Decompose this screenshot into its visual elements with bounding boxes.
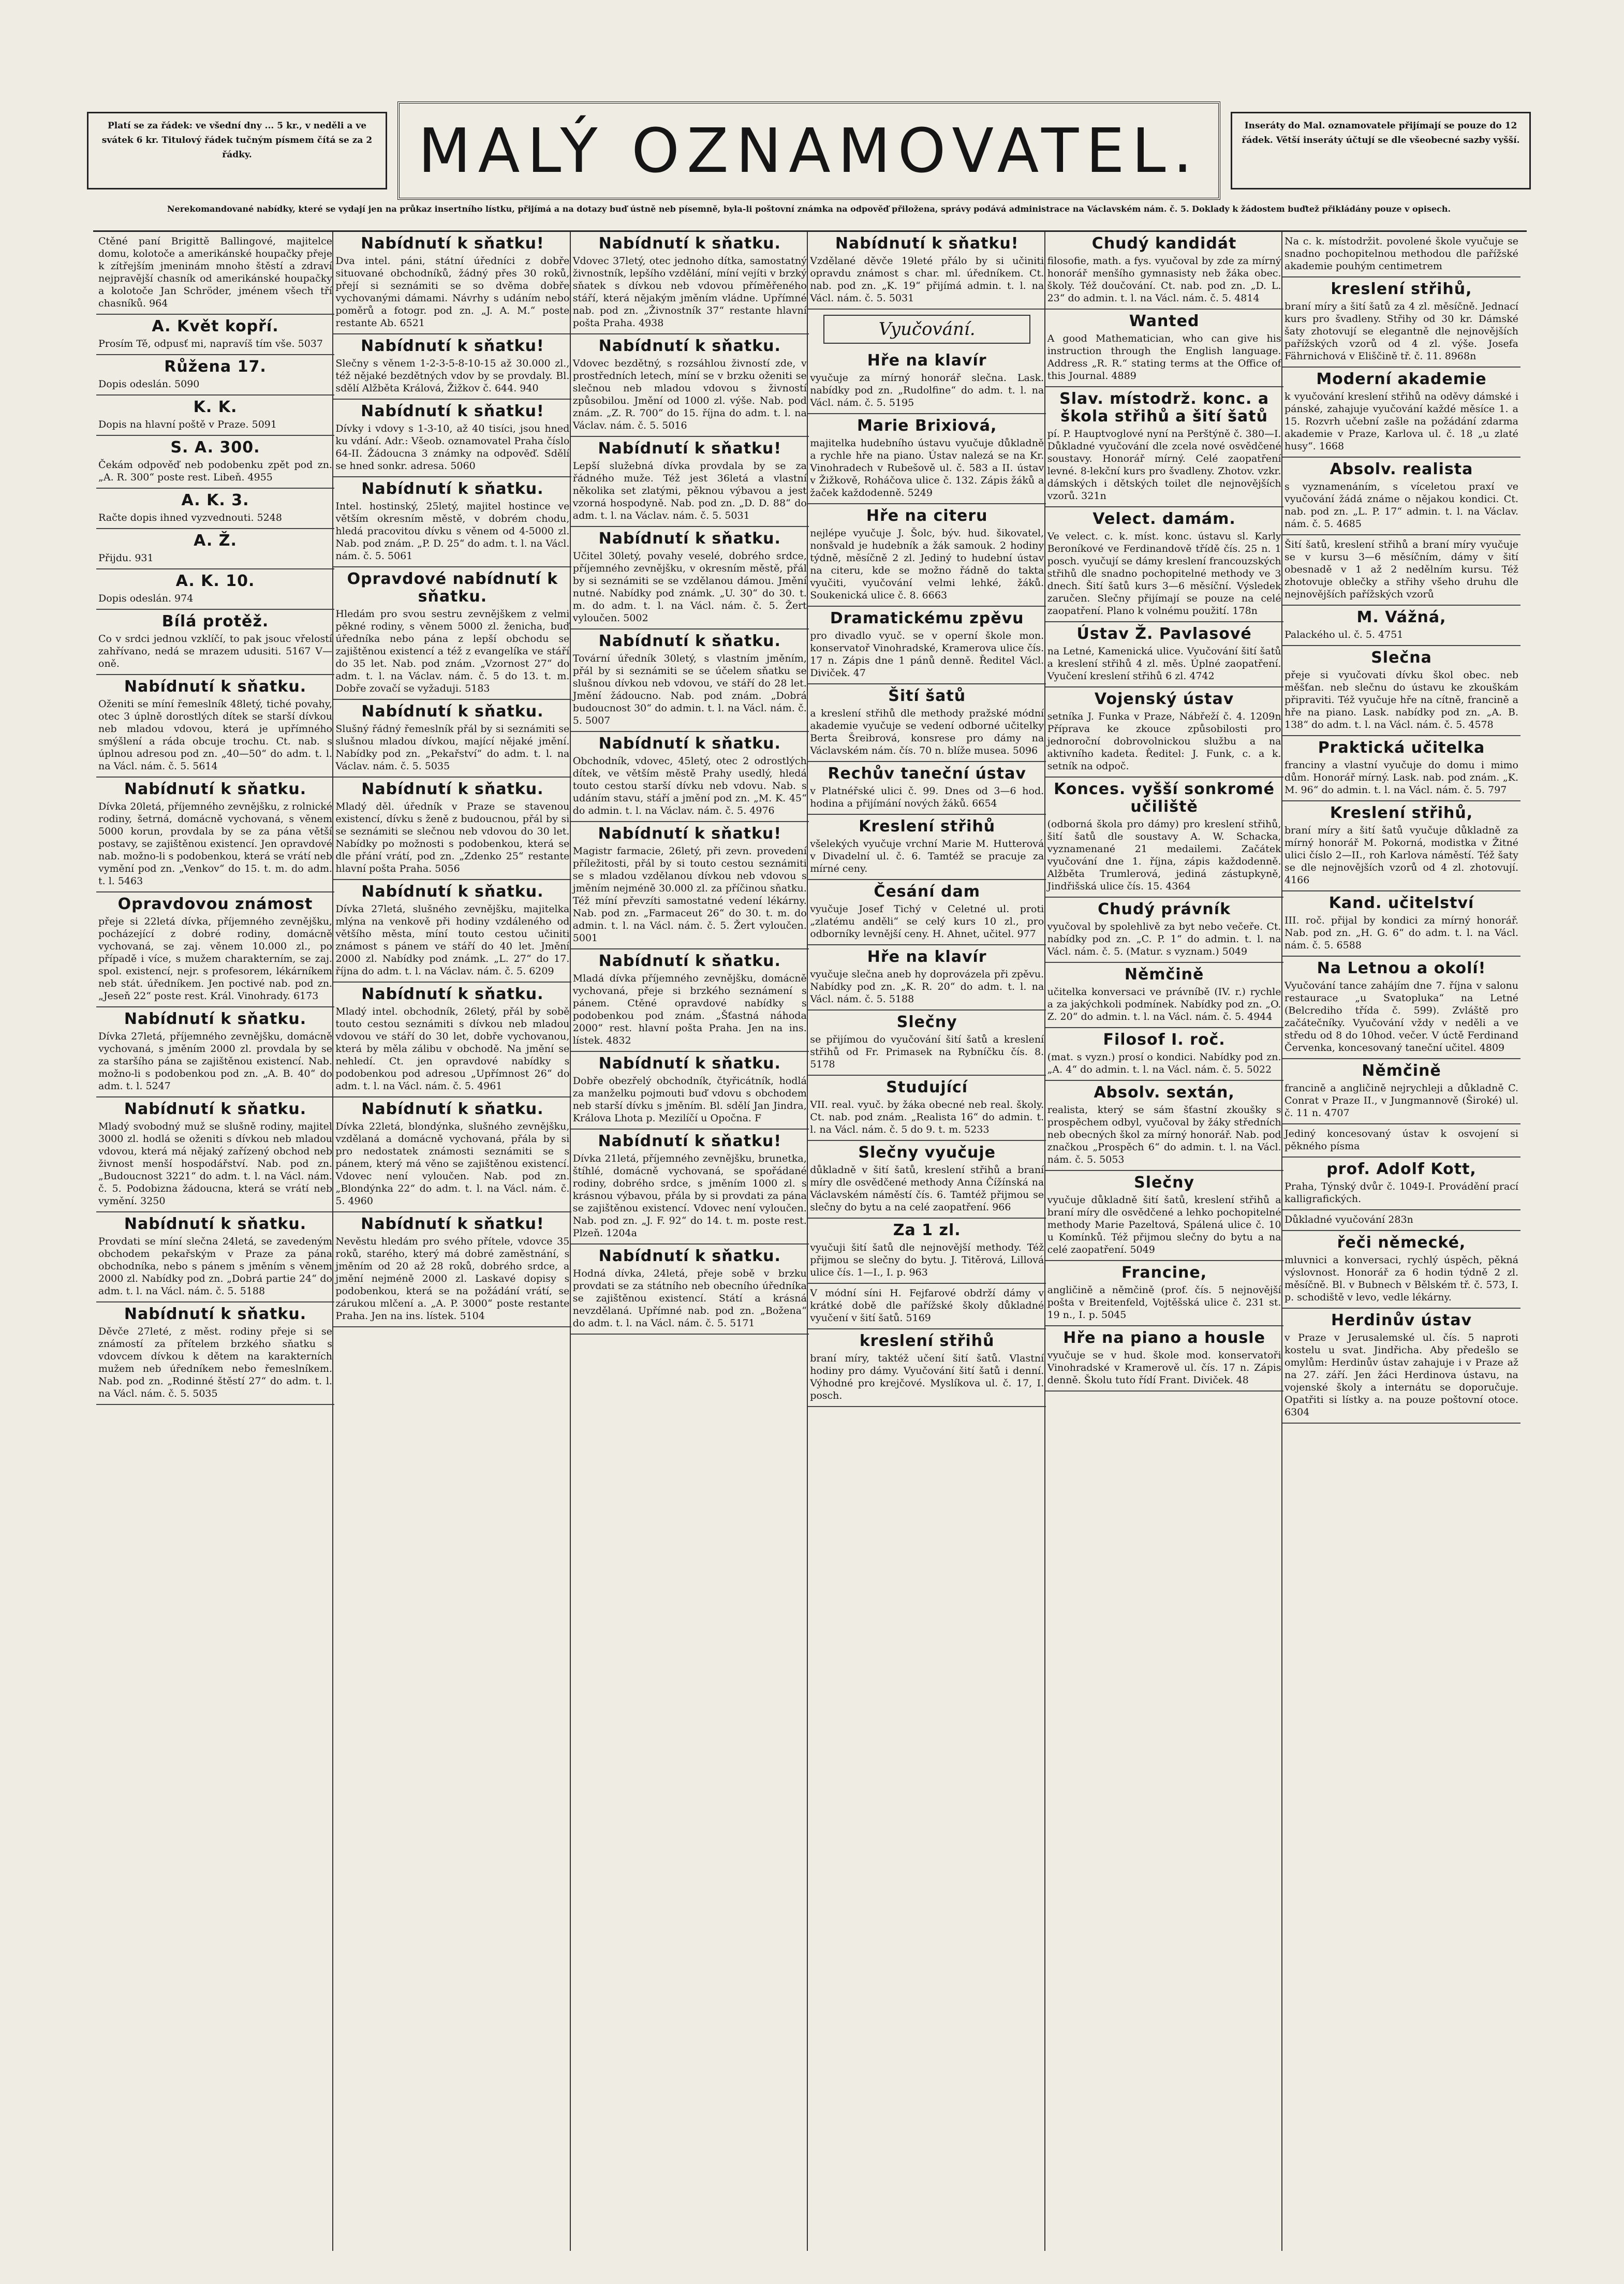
ad-heading: Slav. místodrž. konc. a škola střihů a šití šatů bbox=[1059, 390, 1269, 426]
column-separator bbox=[1044, 232, 1045, 2251]
ad-text: Oženiti se míní řemeslník 48letý, tiché povahy, otec 3 úplně dorostlých dítek se starší dívkou neb mladou vdovou, která je upřímného smýšlení a ráda obcuje trochu. Ct. nab. s úplnou adresou pod zn. „40—50“ do adm. t. l. na Václ. nám. č. 5. 5614 bbox=[98, 698, 332, 772]
ad-text: Dobře obezřelý obchodník, čtyřicátník, hodlá za manželku pojmouti buď vdovu s obchodem neb starší dívku s jměním. Bl. sdělí Jan Jindra, Králova Lhota p. Mezilíčí u Opočna. F bbox=[572, 1075, 807, 1124]
ad-heading: A. Květ kopří. bbox=[152, 317, 279, 335]
ad-column bbox=[1282, 232, 1520, 2251]
ad-heading: Růžena 17. bbox=[164, 358, 267, 376]
ad-heading: Nabídnutí k sňatku. bbox=[361, 702, 544, 721]
classified-ad bbox=[808, 607, 1046, 684]
ad-heading: Nabídnutí k sňatku. bbox=[124, 1100, 307, 1118]
ad-text: Hledám pro svou sestru zevnějškem z velmi pěkné rodiny, s věnem 5000 zl. ženicha, buď úředníka nebo pána z lepší obchodu se zajištěnou existencí a též z evangelíka ve stáří do 35 let. Nab. pod znám. „Vzornost 27“ do adm. t. l. na Václav. nám. č. 5 do 13. t. m. Dobře zovačí se vyžaduji. 5183 bbox=[335, 608, 570, 694]
ad-text: Dopis odeslán. 5090 bbox=[98, 378, 200, 390]
ad-text: Děvče 27leté, z měst. rodiny přeje si se známostí za přítelem brzkého sňatku s vdovcem dívkou k dětem na karakterních mužem neb úředníkem nebo řemeslníkem. Nab. pod zn. „Rodinné štěstí 27“ do adm. t. l. na Václ. nám. č. 5. 5035 bbox=[98, 1326, 332, 1399]
ad-heading: Filosof I. roč. bbox=[1103, 1031, 1226, 1049]
classified-ad bbox=[808, 1284, 1046, 1329]
rates-box-left: Platí se za řádek: ve všední dny ... 5 kr., v neděli a ve svátek 6 kr. Titulový řádek tučným písmem čítá se za 2 řádky. bbox=[87, 112, 387, 189]
classified-ad bbox=[1045, 232, 1283, 310]
classified-ad bbox=[1282, 368, 1520, 458]
classified-ad bbox=[96, 436, 334, 489]
ad-text: Dopis odeslán. 974 bbox=[98, 593, 194, 604]
classified-ad bbox=[1045, 898, 1283, 963]
ad-text: Dva intel. páni, státní úředníci z dobře situované obchodníků, žádný přes 30 roků, přejí si seznámiti se so dvěma dobře vychovanými dámami. Návrhy s udáním nebo poměrů a fotogr. pod zn. „J. A. M.“ poste restante Ab. 6521 bbox=[335, 255, 570, 329]
ad-text: vyučuje důkladně šití šatů, kreslení střihů a braní míry dle osvědčené a lehko pochopitelné methody Marie Pazeltová, Spálená ulice č. 10 u Komínků. Též přijmou slečny do bytu a na celé zaopatření. 5049 bbox=[1047, 1194, 1281, 1255]
ad-heading: Za 1 zl. bbox=[893, 1221, 961, 1239]
ad-heading: Dramatickému zpěvu bbox=[830, 609, 1024, 627]
classified-ad bbox=[1282, 1124, 1520, 1158]
ad-heading: Hře na piano a housle bbox=[1063, 1329, 1265, 1347]
ad-heading: Nabídnutí k sňatku. bbox=[598, 1247, 781, 1265]
administration-notice: Nerekomandované nabídky, které se vydají jen na průkaz insertního lístku, přijímá a na dotazy buď ústně neb písemně, byla-li poštovní známka na odpověď přiložena, správy podává administrace na Václavském nám. č. 5. Doklady k žádostem buďtež přikládány pouze v opisech. bbox=[167, 204, 1451, 214]
ad-text: vyučuje slečna aneb hy doprovázela při zpěvu. Nabídky pod zn. „K. R. 20“ do adm. t. l. na Václ. nám. č. 5. 5188 bbox=[810, 969, 1044, 1005]
ad-text: Dívka 22letá, blondýnka, slušného zevnějšku, vzdělaná a domácně vychovaná, přála by si pro nedostatek známosti seznámiti se s pánem, který má věno se zajištěnou existencí. Vdovec není vyloučen. Nab. pod zn. „Blondýnka 22“ do adm. t. l. na Václ. nám. č. 5. 4960 bbox=[335, 1121, 570, 1207]
ad-text: (odborná škola pro dámy) pro kreslení střihů, šití šatů dle soustavy A. W. Schacka, vyznamenané 21 medailemi. Začátek vyučování dne 1. října, zápis každodenně. Alžběta Trumlerová, jediná zástupkyně, Jindřišská ulice čís. 15. 4364 bbox=[1047, 818, 1281, 892]
classified-ad bbox=[1282, 606, 1520, 646]
classified-ad bbox=[96, 1302, 334, 1405]
classified-ad bbox=[96, 529, 334, 569]
classified-ad bbox=[96, 396, 334, 436]
ad-text: Provdati se míní slečna 24letá, se zavedeným obchodem pekařským v Praze za pána obchodníka, nebo s pánem s jměním s věnem 2000 zl. Nabídky pod zn. „Dobrá partie 24“ do adm. t. l. na Václ. nám. č. 5. 5188 bbox=[98, 1236, 332, 1297]
ad-text: mluvnici a konversaci, rychlý úspěch, pěkná výslovnost. Honorář za 6 hodin týdně 2 zl. měsíčně. Bl. v Bubnech v Bělském tř. č. 573, I. p. schodiště v levo, vedle lékárny. bbox=[1285, 1254, 1518, 1303]
classified-ad bbox=[96, 892, 334, 1007]
ad-heading: Bílá protěž. bbox=[161, 612, 269, 631]
rates-box-right: Inseráty do Mal. oznamovatele přijímají se pouze do 12 řádek. Větší inseráty účtují se dle všeobecné sazby vyšší. bbox=[1231, 112, 1531, 189]
ad-text: braní míry a šití šatů vyučuje důkladně za mírný honorář M. Pokorná, modistka v Žitné ulici číslo 2—II., roh Karlova náměstí. Též šaty se dle nejnovějších vzorů od 4 zl. zhotovují. 4166 bbox=[1285, 825, 1518, 886]
ad-text: přeje si 22letá dívka, příjemného zevnějšku, pocházející z dobré rodiny, domácně vychovaná, se zaj. věnem 10.000 zl., po případě i více, s mužem charakterním, se zaj. spol. existencí, nejr. s profesorem, lékárníkem neb stát. úředníkem. Jen poctivé nab. pod zn. „Jeseň 22“ poste rest. Král. Vinohrady. 6173 bbox=[98, 916, 332, 1002]
classified-ad bbox=[1045, 1171, 1283, 1261]
classified-ad bbox=[1045, 1261, 1283, 1326]
classified-ad bbox=[808, 815, 1046, 880]
classified-ad bbox=[96, 778, 334, 892]
ad-heading: Nabídnutí k sňatku! bbox=[361, 1215, 544, 1233]
classified-ad bbox=[808, 349, 1046, 414]
ad-text: Tovární úředník 30letý, s vlastním jměním, přál by si seznámiti se se účelem sňatku se slušnou dívkou neb vdovou, ve stáří do 28 let. Jmění žádoucno. Nab. pod znám. „Dobrá budoucnost 30“ do admin. t. l. na Václ. nám. č. 5. 5007 bbox=[572, 653, 807, 726]
ad-heading: M. Vážná, bbox=[1356, 608, 1446, 626]
ad-text: Slušný řádný řemeslník přál by si seznámiti se slušnou mladou dívkou, mající nějaké jmění. Nabídky pod zn. „Pekařství“ do adm. t. l. na Václav. nám. č. 5. 5035 bbox=[335, 723, 570, 772]
classified-ad bbox=[96, 569, 334, 610]
ad-text: Račte dopis ihned vyzvednouti. 5248 bbox=[98, 512, 282, 523]
ad-text: Prosím Tě, odpusť mi, napravíš tím vše. 5037 bbox=[98, 338, 323, 349]
classified-ad bbox=[333, 880, 571, 983]
ad-text: Dopis na hlavní poště v Praze. 5091 bbox=[98, 419, 277, 430]
ad-heading: Nabídnutí k sňatku! bbox=[361, 337, 544, 355]
ad-text: Hodná dívka, 24letá, přeje sobě v brzku provdati se za státního neb obecního úředníka se zajištěnou existencí. Státí a krásná nevzdělaná. Upřímné nab. pod zn. „Božena“ do adm. t. l. na Václ. nám. č. 5. 5171 bbox=[572, 1268, 807, 1329]
ad-text: Šití šatů, kreslení střihů a braní míry vyučuje se v kursu 3—6 měsíčním, dámy v šití obesnadě v 1 až 2 nedělním kursu. Též zhotovuje oblečky a střihy všeho druhu dle nejnovějších pařížských vzorů bbox=[1285, 539, 1518, 600]
ad-text: Slečny s věnem 1-2-3-5-8-10-15 až 30.000 zl., též nějaké bezdětných vdov by se provdaly. Bl. sdělí Alžběta Králová, Žižkov č. 644. 940 bbox=[335, 358, 570, 394]
ad-text: Nevěstu hledám pro svého přítele, vdovce 35 roků, starého, který má dobré zaměstnání, s jměním od 20 až 28 roků, dobrého srdce, a jmění nejméně 2000 zl. Laskavé dopisy s podobenkou, která se na požádání vrátí, se zárukou mlčení a. „A. P. 3000“ poste restante Praha. Jen na ins. lístek. 5104 bbox=[335, 1236, 570, 1322]
column-separator bbox=[570, 232, 571, 2251]
ad-heading: Nabídnutí k sňatku. bbox=[361, 985, 544, 1003]
ad-text: Dívka 21letá, příjemného zevnějšku, brunetka, štíhlé, domácně vychovaná, se spořádané rodiny, dobrého srdce, s jměním 1000 zl. s krásnou výbavou, přála by si provdati za pána se zajištěnou existencí. Vdovec není vyloučen. Nab. pod zn. „J. F. 92“ do 14. t. m. poste rest. Plzeň. 1204a bbox=[572, 1153, 807, 1239]
ad-text: a kreslení střihů dle methody pražské módní akademie vyučuje se vedení odborné učitelky Berta Šreibrová, konsrese pro dámy na Václavském nám. čís. 70 n. blíže musea. 5096 bbox=[810, 708, 1044, 756]
classified-ad bbox=[571, 629, 809, 732]
ad-text: III. roč. přijal by kondici za mírný honorář. Nab. pod zn. „H. G. 6“ do adm. t. l. na Václ. nám. č. 5. 6588 bbox=[1285, 915, 1518, 951]
classified-ad bbox=[571, 334, 809, 437]
ad-text: Mladý svobodný muž se slušně rodiny, majitel 3000 zl. hodlá se oženiti s dívkou neb mladou vdovou, která má nějaký zařízený obchod neb živnost menší hospodářství. Nab. pod zn. „Budoucnost 3221“ do adm. t. l. na Václ. nám. č. 5. Podobizna žádoucna, která se vrátí neb vymění. 3250 bbox=[98, 1121, 332, 1207]
ad-heading: Ústav Ž. Pavlasové bbox=[1076, 625, 1252, 643]
ad-heading: A. K. 3. bbox=[181, 491, 249, 509]
ad-heading: K. K. bbox=[193, 398, 238, 416]
ad-heading: Nabídnutí k sňatku. bbox=[361, 883, 544, 901]
ad-text: Vdovec 37letý, otec jednoho dítka, samostatný živnostník, lepšího vzdělání, míní vejíti v brzký sňatek s dívkou neb vdovou příměřeného stáří, která nějakým jměním vládne. Upřímné nab. pod zn. „Živnostník 37“ restante hlavní pošta Praha. 4938 bbox=[572, 255, 807, 329]
ad-heading: Nabídnutí k sňatku. bbox=[124, 678, 307, 696]
column-separator bbox=[807, 232, 808, 2251]
classified-ad bbox=[1282, 1210, 1520, 1231]
ad-text: Důkladné vyučování 283n bbox=[1285, 1214, 1413, 1225]
ad-text: Jediný koncesovaný ústav k osvojení si pěkného písma bbox=[1285, 1128, 1518, 1152]
classified-ad bbox=[808, 1011, 1046, 1076]
ad-heading: Kreslení střihů, bbox=[1330, 804, 1473, 822]
classified-ad bbox=[808, 762, 1046, 815]
classified-ad bbox=[1045, 778, 1283, 898]
ad-heading: řeči německé, bbox=[1337, 1234, 1466, 1252]
ad-heading: Nabídnutí k sňatku. bbox=[361, 1100, 544, 1118]
classified-ad bbox=[808, 945, 1046, 1011]
ad-text: Praha, Týnský dvůr č. 1049-I. Provádění prací kalligrafických. bbox=[1285, 1181, 1518, 1205]
ad-heading: Nabídnutí k sňatku. bbox=[598, 530, 781, 548]
ad-text: k vyučování kreslení střihů na oděvy dámské i pánské, zahajuje vyučování každé měsíce 1. a 15. Rozvrh učební zašle na požádání zdarma akademie v Praze, Karlova ul. č. 18 „u zlaté husy“. 1668 bbox=[1285, 391, 1518, 452]
ad-text: nejlépe vyučuje J. Šolc, býv. hud. šikovatel, nonšvald je hudebník a žák samouk. 2 hodiny týdně, měsíčně 2 zl. Jediný to hudební ústav na citeru, kde se možno řádně do takta vyučiti, vyučování velmi lehké, žáků. Soukenická ulice č. 8. 6663 bbox=[810, 528, 1044, 601]
ad-heading: Nabídnutí k sňatku! bbox=[361, 402, 544, 420]
ad-text: důkladně v šití šatů, kreslení střihů a braní míry dle osvědčené methody Anna Čížínská na Václavském náměstí čís. 6. Tamtéž přijmou se slečny do bytu a na celé zaopatření. 966 bbox=[810, 1164, 1044, 1213]
ad-heading: prof. Adolf Kott, bbox=[1326, 1160, 1477, 1178]
ad-text: Mladý intel. obchodník, 26letý, přál by sobě touto cestou seznámiti s dívkou neb mladou vdovou ve stáří do 30 let, dobře vychovanou, která by měla zálibu v obchodě. Na jmění se nehledí. Ct. jen opravdové nabídky s podobenkou pod adresou „Upřímnost 26“ do adm. t. l. na Václ. nám. č. 5. 4961 bbox=[335, 1006, 570, 1092]
classified-ad bbox=[808, 232, 1046, 310]
ad-heading: Marie Brixiová, bbox=[857, 417, 997, 435]
ad-heading: Šití šatů bbox=[888, 687, 966, 705]
ad-text: Vdovec bezdětný, s rozsáhlou živností zde, v prostředních letech, míní se v brzku oženiti se slečnou neb mladou vdovou s živností způsobilou. Jmění od 1000 zl. výše. Nab. pod znám. „Z. R. 700“ do 15. října do adm. t. l. na Václav. nám. č. 5. 5016 bbox=[572, 358, 807, 431]
classified-ad bbox=[571, 732, 809, 822]
ad-heading: Nabídnutí k sňatku. bbox=[124, 1010, 307, 1028]
ad-text: Dívka 20letá, příjemného zevnějšku, z rolnické rodiny, šetrná, domácně vychovaná, s věnem 5000 korun, provdala by se za pána větší postavy, se zajištěnou existencí. Jen opravdové nab. možno-li s podobenkou, která se vrátí neb vymění pod zn. „Venkov“ do 15. t. m. do adm. t. l. 5463 bbox=[98, 801, 332, 887]
classified-ad bbox=[571, 232, 809, 334]
ad-heading: Nabídnutí k sňatku. bbox=[598, 337, 781, 355]
classified-ad bbox=[333, 983, 571, 1097]
ad-heading: Chudý právník bbox=[1098, 900, 1231, 918]
section-heading: Vyučování. bbox=[823, 315, 1030, 344]
classified-ad bbox=[333, 1097, 571, 1212]
ad-text: realista, který se sám šťastní zkoušky s prospěchem odbyl, vyučoval by žáky středních neb obecných škol za mírný honorář. Nab. pod značkou „Prospěch 6“ do admin. t. l. na Václ. nám. č. 5. 5053 bbox=[1047, 1104, 1281, 1165]
classified-ad bbox=[96, 1097, 334, 1212]
classified-ad bbox=[333, 477, 571, 567]
ad-heading: Nabídnutí k sňatku. bbox=[361, 780, 544, 798]
ad-heading: Nabídnutí k sňatku. bbox=[598, 952, 781, 970]
ad-text: (mat. s vyzn.) prosí o kondici. Nabídky pod zn. „A. 4“ do admin. t. l. na Václ. nám. č. 5. 5022 bbox=[1047, 1051, 1281, 1075]
ad-text: braní míry, taktéž učení šití šatů. Vlastní hodiny pro dámy. Vyučování šití šatů i denní. Výhodné pro krejčové. Myslíkova ul. č. 17, I. posch. bbox=[810, 1353, 1044, 1401]
ad-text: všelekých vyučuje vrchní Marie M. Hutterová v Divadelní ul. č. 6. Tamtéž se pracuje za mírné ceny. bbox=[810, 838, 1044, 874]
ad-text: vyučuje se v hud. škole mod. konservatoři Vinohradské v Kramerově ul. čís. 17 n. Zápis denně. Školu tuto řídí Frant. Diviček. 48 bbox=[1047, 1350, 1281, 1386]
classified-ad bbox=[808, 1141, 1046, 1219]
column-separator bbox=[332, 232, 333, 2251]
classified-ad bbox=[96, 1212, 334, 1302]
classified-ad bbox=[1045, 1326, 1283, 1392]
classified-ad bbox=[1045, 507, 1283, 622]
ad-heading: kreslení střihů bbox=[859, 1332, 995, 1350]
ad-heading: Němčině bbox=[1124, 965, 1204, 984]
ad-heading: Hře na klavír bbox=[867, 352, 987, 370]
ad-heading: Česání dam bbox=[874, 883, 980, 901]
ad-text: vyučuje za mírný honorář slečna. Lask. nabídky pod zn. „Rudolfine“ do adm. t. l. na Václ. nám. č. 5. 5195 bbox=[810, 372, 1044, 408]
ad-text: vyučuji šití šatů dle nejnovější methody. Též přijmou se slečny do bytu. J. Titěrová, Lillová ulice čís. 1—I., I. p. 963 bbox=[810, 1242, 1044, 1278]
ad-heading: Nabídnutí k sňatku. bbox=[361, 480, 544, 498]
classified-ad bbox=[571, 1052, 809, 1130]
ad-heading: Francine, bbox=[1121, 1264, 1207, 1282]
ad-heading: Na Letnou a okolí! bbox=[1317, 959, 1486, 977]
ad-text: Ctěné paní Brigittě Ballingové, majitelce domu, kolotoče a amerikánské houpačky přeje k zítřejším jmeninám mnoho štěstí a zdraví nejpravější chasník od amerikánské houpačky a kolotoče Jan Schröder, jménem všech tří chasníků. 964 bbox=[98, 236, 332, 309]
ad-text: A good Mathematician, who can give his instruction through the English language. Address „R. R.“ stating terms at the Office of this Journal. 4889 bbox=[1047, 333, 1281, 382]
classified-ad bbox=[1045, 687, 1283, 778]
ad-heading: Chudý kandidát bbox=[1091, 235, 1237, 253]
classified-ad bbox=[1282, 277, 1520, 368]
ad-heading: Nabídnutí k sňatku. bbox=[598, 1055, 781, 1073]
ad-text: pro divadlo vyuč. se v operní škole mon. konservatoř Vinohradské, Kramerova ulice čís. 17 n. Zápis dne 1 pánů denně. Ředitel Václ. Diviček. 47 bbox=[810, 630, 1044, 679]
classified-ad bbox=[571, 1245, 809, 1335]
ad-heading: Slečny bbox=[1134, 1174, 1195, 1192]
ad-heading: Hře na citeru bbox=[866, 507, 988, 525]
classified-ad bbox=[96, 1007, 334, 1097]
ad-heading: Konces. vyšší sonkromé učiliště bbox=[1054, 780, 1275, 816]
ad-heading: Herdinův ústav bbox=[1331, 1311, 1472, 1329]
ad-heading: Nabídnutí k sňatku. bbox=[124, 780, 307, 798]
ad-text: VII. real. vyuč. by žáka obecné neb real. školy. Ct. nab. pod znám. „Realista 16“ do admin. t. l. na Václ. nám. č. 5 do 9. t. m. 5233 bbox=[810, 1099, 1044, 1135]
ad-heading: Rechův taneční ústav bbox=[828, 765, 1026, 783]
ad-heading: Kreslení střihů bbox=[859, 817, 996, 836]
ad-text: Přijdu. 931 bbox=[98, 552, 154, 564]
ad-heading: Vojenský ústav bbox=[1094, 690, 1234, 708]
ad-text: angličině a němčině (prof. čís. 5 nejnovější pošta v Breitenfeld, Vojtěšská ulice č. 231 st. 19 n., I. p. 5045 bbox=[1047, 1284, 1281, 1321]
classified-ad bbox=[1282, 232, 1520, 277]
ad-heading: Studující bbox=[886, 1078, 968, 1096]
classified-ad bbox=[96, 675, 334, 778]
classified-ad bbox=[808, 414, 1046, 504]
ad-heading: Kand. učitelství bbox=[1328, 894, 1474, 912]
ad-heading: Absolv. realista bbox=[1330, 460, 1473, 478]
classified-ad bbox=[333, 1212, 571, 1327]
ad-text: Ve velect. c. k. míst. konc. ústavu sl. Karly Beroníkové ve Ferdinandově třídě čís. 25 n. 1 posch. vyučují se dámy kreslení francouzských střihů dle snadno pochopitelné methody ve 3 dnech. Šití šatů kurs 3—6 měsíční. Výsledek zaručen. Slečny přijímají se pouze na celé zaopatření. Plano k volnému použití. 178n bbox=[1047, 531, 1281, 617]
ad-heading: Nabídnutí k sňatku. bbox=[598, 632, 781, 650]
ad-heading: Wanted bbox=[1129, 312, 1200, 330]
ad-text: se přijímou do vyučování šití šatů a kreslení střihů od Fr. Primasek na Rybníčku čís. 8. 5178 bbox=[810, 1034, 1044, 1070]
ad-text: Učitel 30letý, povahy veselé, dobrého srdce, příjemného zevnějšku, v okresním městě, přál by si seznámiti se se vzdělanou dámou. Jmění nutné. Nabídky pod známk. „U. 30“ do 30. t. m. do adm. t. l. na Václ. nám. č. 5. Žert vyloučen. 5002 bbox=[572, 550, 807, 624]
classified-ad bbox=[571, 822, 809, 949]
classified-ad bbox=[1282, 736, 1520, 801]
ad-text: V módní síni H. Fejfarové obdrží dámy v krátké době dle pařížské školy důkladné vyučení v šití šatů. 5169 bbox=[810, 1287, 1044, 1324]
classified-ad bbox=[571, 1130, 809, 1245]
classified-ad bbox=[96, 232, 334, 315]
ad-text: Vyučování tance zahájím dne 7. října v salonu restaurace „u Svatopluka“ na Letné (Belcrediho třída č. 599). Zvláště pro začátečníky. Vyučování vždy v neděli a ve středu od 8 do 10hod. večer. V úctě Ferdinand Červenka, koncesovaný taneční učitel. 4809 bbox=[1285, 980, 1518, 1053]
classified-ad bbox=[1282, 1158, 1520, 1210]
classified-ad bbox=[333, 700, 571, 778]
ad-text: učitelka konversaci ve právníbě (IV. r.) rychle a za jakýchkoli podmínek. Nabídky pod zn. „O. Z. 20“ do admin. t. l. na Václ. nám. č. 5. 4944 bbox=[1047, 986, 1281, 1022]
ad-text: braní míry a šití šatů za 4 zl. měsíčně. Jednací kurs pro švadleny. Střihy od 30 kr. Dámské šaty zhotovují se elegantně dle nejnovějších pařížských vzorů od 4 zl. výše. Josefa Fährnichová v Eliščině tř. č. 11. 8968n bbox=[1285, 301, 1518, 362]
masthead bbox=[87, 101, 1531, 200]
ad-heading: S. A. 300. bbox=[170, 438, 260, 457]
ad-column bbox=[96, 232, 334, 2251]
classified-ad bbox=[1282, 1231, 1520, 1309]
ad-heading: Slečny bbox=[896, 1013, 957, 1031]
ad-heading: Nabídnutí k sňatku. bbox=[598, 735, 781, 753]
ad-heading: Slečna bbox=[1371, 649, 1432, 667]
ad-text: majitelka hudebního ústavu vyučuje důkladně a rychle hře na piano. Ústav nalezá se na Kr. Vinohradech v Rubešově ul. č. 583 a II. ústav v Žižkově, Roháčova ulice č. 132. Zápis žáků a žaček každodenně. 5249 bbox=[810, 437, 1044, 499]
ad-heading: Slečny vyučuje bbox=[858, 1144, 996, 1162]
ad-text: Čekám odpověď neb podobenku zpět pod zn. „A. R. 300“ poste rest. Libeň. 4955 bbox=[98, 459, 332, 483]
ad-text: Obchodník, vdovec, 45letý, otec 2 odrostlých dítek, ve větším městě Prahy usedlý, hledá touto cestou starší dívku neb vdovu. Nab. s udáním stavu, stáří a jmění pod zn. „M. K. 45“ do admin. t. l. na Václav. nám. č. 5. 4976 bbox=[572, 755, 807, 816]
ad-heading: Velect. damám. bbox=[1092, 510, 1236, 528]
classified-ad bbox=[96, 489, 334, 529]
ad-text: Magistr farmacie, 26letý, při zevn. provedení příležitosti, přál by si touto cestou seznámiti se s mladou vzdělanou dívkou neb vdovou s jměním nejméně 30.000 zl. za příčinou sňatku. Též míní převzíti samostatné vedení lékárny. Nab. pod zn. „Farmaceut 26“ do 30. t. m. do admin. t. l. na Václ. nám. č. 5. Žert vyloučen. 5001 bbox=[572, 845, 807, 944]
classified-ad bbox=[571, 949, 809, 1052]
ad-column bbox=[333, 232, 571, 2251]
ad-text: Lepší služebná dívka provdala by se za řádného muže. Též jest 36letá a vlastní několika set zlatými, pěknou výbavou a jest vzorná hospodyně. Nab. pod zn. „D. D. 88“ do adm. t. l. na Václav. nám. č. 5. 5031 bbox=[572, 460, 807, 521]
classified-ad bbox=[1282, 535, 1520, 606]
classified-ad bbox=[333, 232, 571, 334]
ad-heading: A. Ž. bbox=[194, 532, 237, 550]
ad-heading: Absolv. sextán, bbox=[1094, 1084, 1235, 1102]
classified-ad bbox=[1282, 891, 1520, 957]
classified-ad bbox=[808, 504, 1046, 607]
classified-ad bbox=[333, 778, 571, 880]
ad-text: vyučuje Josef Tichý v Celetné ul. proti „zlatému anděli“ se celý kurs 10 zl., pro odborníky levnější ceny. H. Ahnet, učitel. 977 bbox=[810, 903, 1044, 940]
classified-ad bbox=[333, 567, 571, 700]
ad-text: Na c. k. místodržit. povolené škole vyučuje se snadno pochopitelnou methodou dle pařížské akademie pouhým centimetrem bbox=[1285, 236, 1518, 272]
ad-text: v Platnéřské ulici č. 99. Dnes od 3—6 hod. hodina a přijímání nových žáků. 6654 bbox=[810, 785, 1044, 809]
ad-heading: Opravdovou známost bbox=[117, 895, 313, 913]
classified-ad bbox=[808, 1219, 1046, 1284]
classified-ad bbox=[1045, 387, 1283, 507]
ad-heading: kreslení střihů, bbox=[1331, 280, 1472, 298]
ad-heading: Nabídnutí k sňatku. bbox=[124, 1305, 307, 1323]
ad-text: Vzdělané děvče 19leté přálo by si učiniti opravdu známost s char. ml. úředníkem. Ct. nab. pod zn. „K. 19“ přijímá admin. t. l. na Václ. nám. č. 5. 5031 bbox=[810, 255, 1044, 304]
ad-text: Dívka 27letá, příjemného zevnějšku, domácně vychovaná, s jměním 2000 zl. provdala by se za staršího pána se zajištěnou existencí. Nab. možno-li s podobenkou pod zn. „A. B. 40“ do adm. t. l. 5247 bbox=[98, 1031, 332, 1092]
classified-ad bbox=[808, 1329, 1046, 1407]
ad-text: Palackého ul. č. 5. 4751 bbox=[1285, 629, 1404, 640]
ad-heading: A. K. 10. bbox=[175, 572, 255, 590]
ad-column bbox=[571, 232, 809, 2251]
classified-ad bbox=[333, 400, 571, 477]
ad-text: Dívky i vdovy s 1-3-10, až 40 tisíci, jsou hned ku vdání. Adr.: Všeob. oznamovatel Praha číslo 64-II. Žádoucna 3 známky na odpověď. Sdělí se hned sonkr. adresa. 5060 bbox=[335, 423, 570, 472]
classified-ad bbox=[1282, 801, 1520, 891]
ad-heading: Nabídnutí k sňatku! bbox=[598, 825, 782, 843]
ad-heading: Nabídnutí k sňatku! bbox=[598, 440, 782, 458]
classified-ad bbox=[1045, 963, 1283, 1028]
ad-text: Intel. hostinský, 25letý, majitel hostince ve větším okresním městě, v dobrém chodu, hledá pracovitou dívku s věnem od 4-5000 zl. Nab. pod znám. „P. D. 25“ do adm. t. l. na Václ. nám. č. 5. 5061 bbox=[335, 501, 570, 562]
classified-ad bbox=[1282, 1309, 1520, 1424]
classified-ad bbox=[1282, 1059, 1520, 1124]
classified-ad bbox=[96, 355, 334, 396]
classified-ad bbox=[1045, 310, 1283, 387]
ad-text: v Praze v Jerusalemské ul. čís. 5 naproti kostelu u svat. Jindřicha. Aby předešlo se omylům: Herdinův ústav zahajuje i v Praze až na 27. září. Jen žáci Herdinova ústavu, na vojenské školy a internátu se doporučuje. Opatřiti si lístky a. na pouze poštovní otoce. 6304 bbox=[1285, 1332, 1518, 1418]
ad-text: francině a angličině nejrychleji a důkladně C. Conrat v Praze II., v Jungmannově (Široké) ul. č. 11 n. 4707 bbox=[1285, 1082, 1518, 1119]
ad-text: Dívka 27letá, slušného zevnějšku, majitelka mlýna na venkově při hodiny vzdáleného od většího města, míní touto cestou učiniti známost s pánem ve stáří do 40 let. Jmění 2000 zl. Nabídky pod známk. „L. 27“ do 17. října do adm. t. l. na Václav. nám. č. 5. 6209 bbox=[335, 903, 570, 977]
ad-heading: Opravdové nabídnutí k sňatku. bbox=[347, 570, 558, 606]
ad-heading: Nabídnutí k sňatku. bbox=[124, 1215, 307, 1233]
ad-text: pí. P. Hauptvoglové nyní na Perštýně č. 380—I. Důkladné vyučování dle zcela nové osvědčené soustavy. Honorář mírný. Celé zaopatření levné. 8-lekční kurs pro švadleny. Zhotov. vzkr. dámských i dětských toilet dle nejnovějších vzorů. 321n bbox=[1047, 428, 1281, 502]
classified-ad bbox=[571, 437, 809, 527]
ad-heading: Nabídnutí k sňatku. bbox=[598, 235, 781, 253]
ad-text: setníka J. Funka v Praze, Nábřeží č. 4. 1209n Příprava ke zkouce způsobilosti pro jednoroční dobrovolnickou službu a na aktivního kadeta. Ředitel: J. Funk, c. a k. setník na odpoč. bbox=[1047, 711, 1281, 772]
ad-heading: Praktická učitelka bbox=[1318, 739, 1485, 757]
ad-heading: Nabídnutí k sňatku! bbox=[835, 235, 1019, 253]
classified-ad bbox=[1045, 622, 1283, 687]
classified-ad bbox=[1045, 1081, 1283, 1171]
classified-ad bbox=[808, 684, 1046, 762]
ad-heading: Moderní akademie bbox=[1316, 370, 1487, 388]
classified-ad bbox=[96, 610, 334, 675]
classified-ad bbox=[96, 315, 334, 355]
ad-text: Mladý děl. úředník v Praze se stavenou existencí, dívku s ženě z budoucnou, přál by si se seznámiti se slečnou neb vdovou do 30 let. Nabídky po možnosti s podobenkou, která se dle přání vrátí, pod zn. „Zdenko 25“ restante hlavní pošta Praha. 5056 bbox=[335, 801, 570, 874]
classified-ad bbox=[808, 1076, 1046, 1141]
ad-text: na Letné, Kamenická ulice. Vyučování šití šatů a kreslení střihů 4 zl. měs. Úplné zaopatření. Vyučení kreslení střihů 6 zl. 4742 bbox=[1047, 646, 1281, 682]
ad-text: vyučoval by spolehlivě za byt nebo večeře. Ct. nabídky pod zn. „C. P. 1“ do admin. t. l. na Václ. nám. č. 5. (Matur. s vyznam.) 5049 bbox=[1047, 921, 1281, 957]
ad-column bbox=[808, 232, 1046, 2251]
ad-text: Mladá dívka příjemného zevnějšku, domácně vychovaná, přeje si brzkého seznámení s pánem. Ctěné opravdové nabídky s podobenkou pod znám. „Šťastná náhoda 2000“ rest. hlavní pošta Praha. Jen na ins. lístek. 4832 bbox=[572, 973, 807, 1046]
column-separator bbox=[1281, 232, 1282, 2251]
ad-heading: Němčině bbox=[1362, 1062, 1441, 1080]
ad-text: s vyznamenáním, s víceletou praxí ve vyučování žádá známe o nějakou kondici. Ct. nab. pod zn. „L. P. 17“ admin. t. l. na Václav. nám. č. 5. 4685 bbox=[1285, 481, 1518, 530]
ad-heading: Nabídnutí k sňatku! bbox=[361, 235, 544, 253]
classified-ad bbox=[333, 334, 571, 400]
ad-heading: Hře na klavír bbox=[867, 948, 987, 966]
classified-ad bbox=[1282, 957, 1520, 1059]
ad-text: Co v srdci jednou vzklíčí, to pak jsouc vřelostí zahřívano, nedá se mrazem udusiti. 5167 V—oně. bbox=[98, 633, 332, 669]
classified-ad bbox=[1282, 458, 1520, 535]
page-title: MALÝ OZNAMOVATEL. bbox=[397, 101, 1220, 200]
classified-ad bbox=[1045, 1028, 1283, 1081]
ad-text: přeje si vyučovati dívku škol obec. neb měšťan. neb slečnu do ústavu ke zkouškám připraviti. Též vyučuje hře na cítně, francině a hře na piano. Lask. nabídky pod zn. „A. B. 138“ do adm. t. l. na Václ. nám. č. 5. 4578 bbox=[1285, 669, 1518, 730]
classified-ad bbox=[571, 527, 809, 629]
classified-ad bbox=[808, 880, 1046, 945]
ad-columns bbox=[96, 232, 1520, 2251]
ad-text: franciny a vlastní vyučuje do domu i mimo dům. Honorář mírný. Lask. nab. pod znám. „K. M. 96“ do admin. t. l. na Václ. nám. č. 5. 797 bbox=[1285, 759, 1518, 796]
classified-ad bbox=[1282, 646, 1520, 736]
ad-column bbox=[1045, 232, 1283, 2251]
ad-text: filosofie, math. a fys. vyučoval by zde za mírný honorář menšího gymnasisty neb žáka obec. školy. Též doučování. Ct. nab. pod zn. „D. L. 23“ do admin. t. l. na Václ. nám. č. 5. 4814 bbox=[1047, 255, 1281, 304]
ad-heading: Nabídnutí k sňatku! bbox=[598, 1132, 782, 1150]
